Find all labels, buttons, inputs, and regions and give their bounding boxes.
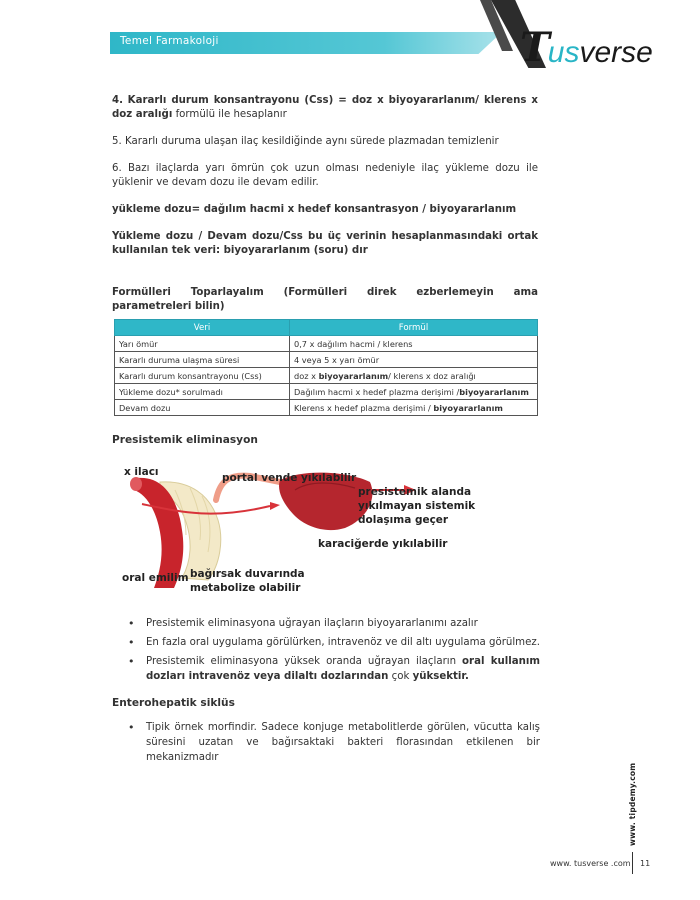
paragraph-5: 5. Kararlı duruma ulaşan ilaç kesildiğinde aynı sürede plazmadan temizlenir [112,136,499,147]
paragraph-loading-dose: yükleme dozu= dağılım hacmi x hedef konsantrasyon / biyoyararlanım [112,204,517,215]
bullet-dot-icon: • [128,617,135,630]
table-cell-veri: Kararlı durum konsantrayonu (Css) [115,368,290,384]
enterohepatic-title: Enterohepatik siklüs [112,697,235,709]
table-row [115,368,538,384]
label-presystemic-3: dolaşıma geçer [358,514,449,526]
logo-letter: T [520,24,550,71]
enterohepatic-bullets [128,720,540,769]
table-cell-formul: Dağılım hacmi x hedef plazma derişimi /biyoyararlanım [290,384,538,400]
table-cell-formul: Klerens x hedef plazma derişimi / biyoyararlanım [290,400,538,416]
label-presystemic-1: presistemik alanda [358,486,472,498]
main-content [112,94,538,314]
presystemic-title: Presistemik eliminasyon [112,434,258,446]
label-intestinal-wall-2: metabolize olabilir [190,582,301,594]
paragraph-4: 4. Kararlı durum konsantrayonu (Css) = doz x biyoyararlanım/ klerens x doz aralığı formülü ile hesaplanır [112,95,538,120]
logo-text: usverse [547,36,653,69]
table-cell-veri: Devam dozu [115,400,290,416]
table-row [115,384,538,400]
table-row [115,400,538,416]
table-cell-veri: Yarı ömür [115,336,290,352]
paragraph-common-data: Yükleme dozu / Devam dozu/Css bu üç verinin hesaplanmasındaki ortak kullanılan tek veri: biyoyararlanım (soru) dır [112,231,538,256]
paragraph-6: 6. Bazı ilaçlarda yarı ömrün çok uzun olması nedeniyle ilaç yükleme dozu ile yüklenir ve devam dozu ile devam edilir. [112,163,538,188]
formula-table [114,319,538,416]
table-cell-formul: 4 veya 5 x yarı ömür [290,352,538,368]
bullet-dot-icon: • [128,721,135,734]
table-row [115,352,538,368]
table-header-formul: Formül [290,320,538,336]
table-row [115,336,538,352]
table-cell-veri: Yükleme dozu* sorulmadı [115,384,290,400]
list-item: • Presistemik eliminasyona uğrayan ilaçların biyoyararlanımı azalır [128,617,478,630]
table-cell-formul: doz x biyoyararlanım/ klerens x doz aralığı [290,368,538,384]
list-item: • Tipik örnek morfindir. Sadece konjuge metabolitlerde görülen, vücutta kalış süresini uzatan ve bağırsaktaki bakteri florasından etkilenen bir mekanizmadır [128,721,540,763]
table-header-veri: Veri [115,320,290,336]
table-cell-veri: Kararlı duruma ulaşma süresi [115,352,290,368]
bullet-dot-icon: • [128,636,135,649]
label-presystemic-2: yıkılmayan sistemik [358,500,476,512]
list-item: • Presistemik eliminasyona yüksek oranda uğrayan ilaçların oral kullanım dozları intravenöz veya dilaltı dozlarından çok yüksektir. [128,655,540,682]
list-item: • En fazla oral uygulama görülürken, intravenöz ve dil altı uygulama görülmez. [128,636,540,649]
label-x-ilaci: x ilacı [124,466,159,478]
label-liver: karaciğerde yıkılabilir [318,538,448,550]
label-intestinal-wall-1: bağırsak duvarında [190,568,305,580]
footer-website-link[interactable]: www. tusverse .com [550,859,631,868]
header-title: Temel Farmakoloji [120,35,219,47]
presystemic-figure [120,460,476,600]
table-cell-formul: 0,7 x dağılım hacmi / klerens [290,336,538,352]
label-portal-vein: portal vende yıkılabilir [222,472,357,484]
presystemic-bullets [128,616,540,688]
bullet-dot-icon: • [128,655,135,668]
page-number: 11 [640,859,651,868]
side-website-link[interactable]: www. tipdemy.com [628,762,637,846]
label-oral-absorption: oral emilim [122,572,189,584]
formula-section-title: Formülleri Toparlayalım (Formülleri direk ezberlemeyin ama parametreleri bilin) [112,287,538,312]
tusverse-logo [520,24,653,71]
table-header-row [115,320,538,336]
footer-divider [632,852,633,874]
